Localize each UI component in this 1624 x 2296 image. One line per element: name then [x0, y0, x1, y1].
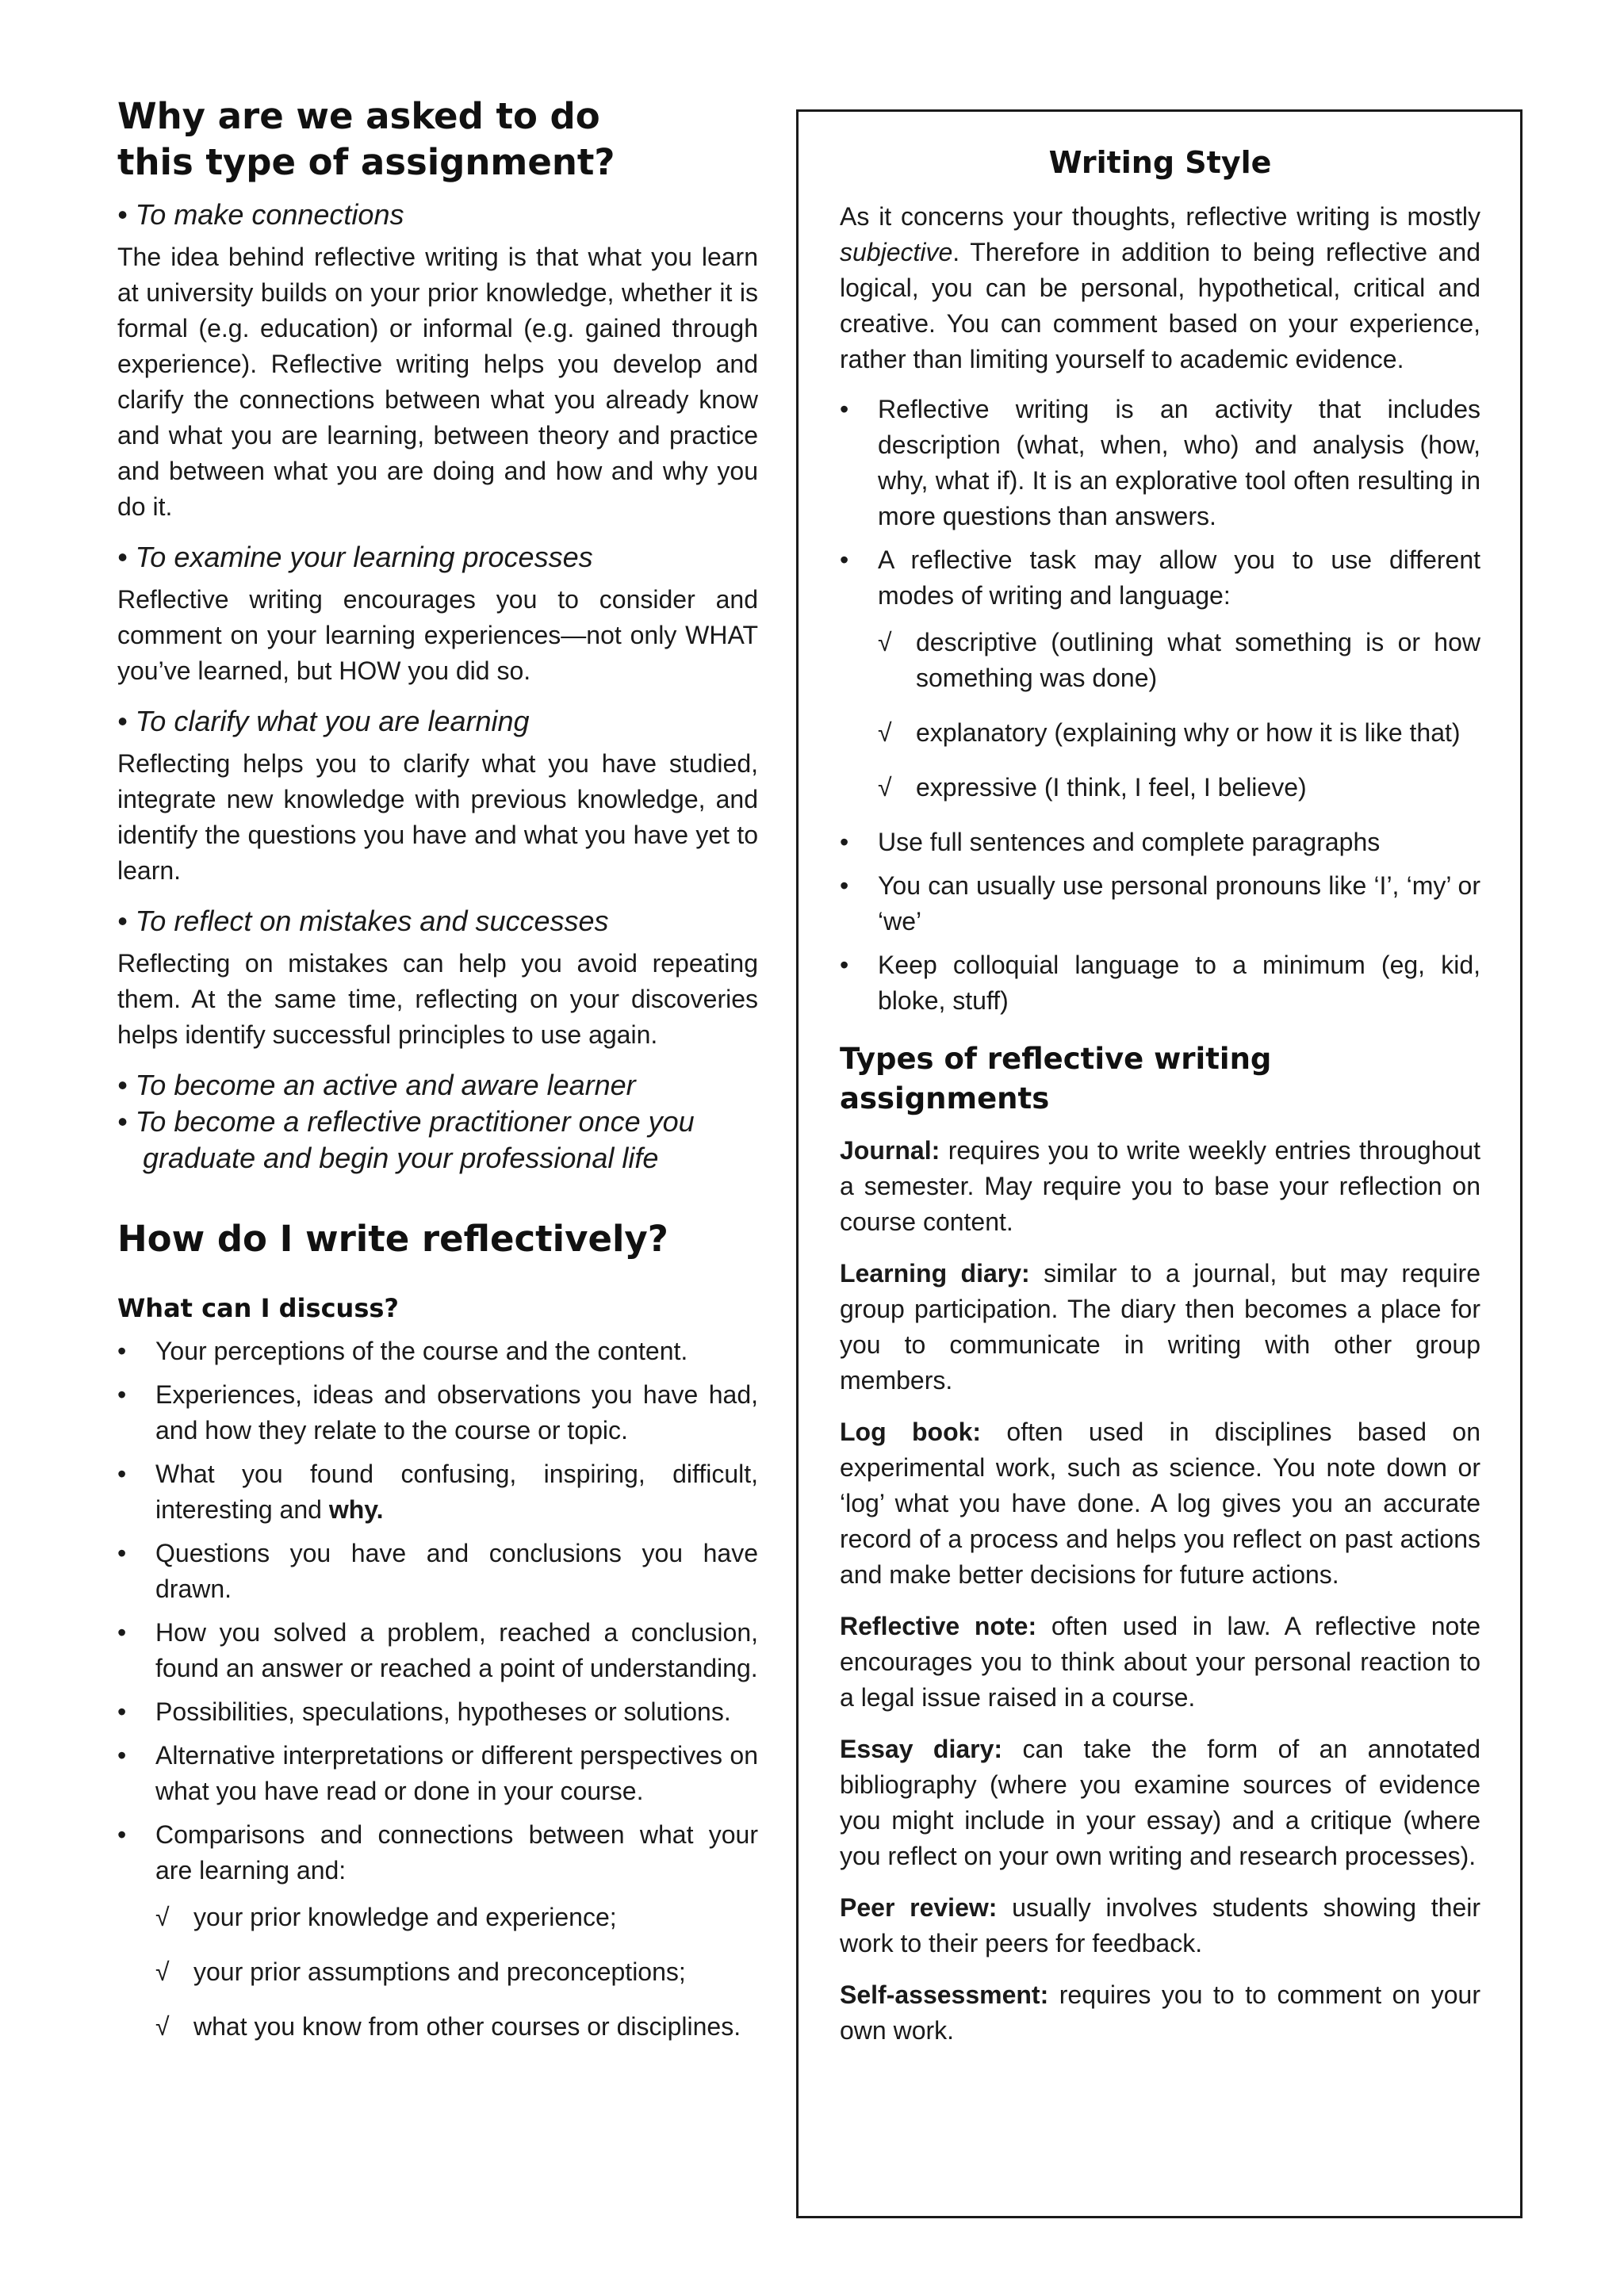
reason-make-connections [117, 197, 758, 525]
heading-what-discuss: What can I discuss? [117, 1293, 399, 1323]
bullet-glyph: • [840, 871, 849, 900]
type-term: Learning diary: [840, 1259, 1030, 1288]
check-glyph: √ [878, 628, 892, 656]
type-desc: usually involves students showing their work to their peers for feedback. [840, 1893, 1481, 1957]
intro-text-2: . Therefore in addition to being reflective and logical, you can be personal, hypothetical, critical and creative. You can comment based on your experience, rather than limiting yourself to academic evidence. [840, 238, 1480, 373]
bullet-glyph: • [117, 1337, 127, 1365]
style-item-text: Reflective writing is an activity that includes description (what, when, who) and analysis (how, why, what if). It is an explorative tool often resulting in more questions than answers. [878, 395, 1480, 530]
type-term: Essay diary: [840, 1735, 1003, 1763]
list-item [155, 1954, 758, 1990]
subhead-make-connections: • To make connections [117, 198, 404, 231]
discuss-item-text: Possibilities, speculations, hypotheses or solutions. [155, 1697, 731, 1726]
list-item [840, 825, 1480, 860]
comparison-item-text: what you know from other courses or disciplines. [193, 2012, 741, 2041]
list-item [878, 715, 1480, 751]
bullet-glyph: • [840, 951, 849, 979]
heading-types-assignments: Types of reflective writing assignments [840, 1042, 1272, 1115]
bullet-glyph: • [117, 1380, 127, 1409]
list-item [117, 1536, 758, 1607]
list-item [117, 1615, 758, 1686]
type-term: Self-assessment: [840, 1980, 1049, 2009]
heading-how-write: How do I write reflectively? [117, 1218, 668, 1260]
list-item [117, 1817, 758, 2045]
heading-why-line1: Why are we asked to do [117, 95, 600, 137]
bullet-glyph: • [840, 545, 849, 574]
bullet-glyph: • [117, 1539, 127, 1567]
intro-text-1: As it concerns your thoughts, reflective writing is mostly [840, 202, 1480, 231]
list-item [840, 392, 1480, 534]
list-item [840, 542, 1480, 806]
list-item [117, 1738, 758, 1809]
type-term: Peer review: [840, 1893, 998, 1922]
bullet-glyph: • [117, 1820, 127, 1849]
type-desc: requires you to write weekly entries throughout a semester. May require you to base your reflection on course content. [840, 1136, 1480, 1236]
list-item [878, 770, 1480, 806]
style-item-text: Keep colloquial language to a minimum (eg, kid, bloke, stuff) [878, 951, 1480, 1015]
comparison-item-text: your prior knowledge and experience; [193, 1903, 617, 1931]
para-examine-processes: Reflective writing encourages you to consider and comment on your learning experiences—not only WHAT you’ve learned, but HOW you did so. [117, 585, 758, 685]
discuss-item-text: Your perceptions of the course and the content. [155, 1337, 688, 1365]
type-essay-diary [840, 1732, 1480, 1874]
list-item [155, 1900, 758, 1935]
subhead-clarify-learning: • To clarify what you are learning [117, 705, 530, 737]
type-desc: can take the form of an annotated bibliography (where you examine sources of evidence you might include in your essay) and a critique (where you reflect on your own writing and research processes). [840, 1735, 1480, 1870]
discuss-item-text: Alternative interpretations or different perspectives on what you have read or done in your course. [155, 1741, 758, 1805]
list-item [878, 625, 1480, 696]
type-term: Reflective note: [840, 1612, 1037, 1640]
para-mistakes-successes: Reflecting on mistakes can help you avoid repeating them. At the same time, reflecting on your discoveries helps identify successful principles to use again. [117, 949, 758, 1049]
writing-style-box-content [840, 144, 1480, 2064]
type-term: Log book: [840, 1418, 982, 1446]
discuss-item-text: Experiences, ideas and observations you have had, and how they relate to the course or topic. [155, 1380, 758, 1445]
modes-list [878, 625, 1480, 806]
check-glyph: √ [878, 773, 892, 802]
list-item [840, 947, 1480, 1019]
check-glyph: √ [155, 1957, 170, 1986]
bullet-glyph: • [840, 828, 849, 856]
discuss-item-text: Comparisons and connections between what your are learning and: [155, 1820, 758, 1885]
reason-examine-processes [117, 539, 758, 689]
list-item [117, 1694, 758, 1730]
list-item [840, 868, 1480, 939]
check-glyph: √ [155, 2012, 170, 2041]
mode-item-text: expressive (I think, I feel, I believe) [916, 773, 1307, 802]
style-item-text: Use full sentences and complete paragraphs [878, 828, 1381, 856]
list-item [117, 1334, 758, 1369]
subhead-mistakes-successes: • To reflect on mistakes and successes [117, 905, 609, 937]
mode-item-text: descriptive (outlining what something is or how something was done) [916, 628, 1480, 692]
type-self-assessment [840, 1977, 1480, 2049]
style-item-text: A reflective task may allow you to use different modes of writing and language: [878, 545, 1480, 610]
bullet-glyph: • [117, 1741, 127, 1770]
check-glyph: √ [878, 718, 892, 747]
discuss-list [117, 1334, 758, 2045]
type-reflective-note [840, 1609, 1480, 1716]
type-log-book [840, 1414, 1480, 1593]
check-glyph: √ [155, 1903, 170, 1931]
mode-item-text: explanatory (explaining why or how it is like that) [916, 718, 1461, 747]
comparison-item-text: your prior assumptions and preconceptions; [193, 1957, 686, 1986]
list-item [117, 1377, 758, 1448]
bullet-glyph: • [117, 1697, 127, 1726]
para-clarify-learning: Reflecting helps you to clarify what you have studied, integrate new knowledge with previous knowledge, and identify the questions you have and what you have yet to learn. [117, 749, 758, 885]
subhead-examine-processes: • To examine your learning processes [117, 541, 593, 573]
para-writing-style-intro [840, 199, 1480, 377]
subhead-active-learner: • To become an active and aware learner [117, 1069, 636, 1101]
list-item [155, 2009, 758, 2045]
style-item-text: You can usually use personal pronouns like ‘I’, ‘my’ or ‘we’ [878, 871, 1480, 936]
intro-italic: subjective [840, 238, 953, 266]
reason-clarify-learning [117, 703, 758, 889]
type-desc: often used in disciplines based on experimental work, such as science. You note down or ‘log’ what you have done. A log gives you an accurate record of a process and helps you reflect on past actions and make better decisions for future actions. [840, 1418, 1481, 1589]
writing-style-box [796, 109, 1522, 2218]
type-desc: similar to a journal, but may require group participation. The diary then becomes a place for you to communicate in writing with other group members. [840, 1259, 1481, 1395]
type-term: Journal: [840, 1136, 940, 1165]
left-column [117, 94, 758, 2064]
bullet-glyph: • [117, 1618, 127, 1647]
bullet-glyph: • [840, 395, 849, 423]
type-peer-review [840, 1890, 1480, 1961]
discuss-item-text: How you solved a problem, reached a conclusion, found an answer or reached a point of understanding. [155, 1618, 758, 1682]
discuss-item-bold: why. [328, 1495, 384, 1524]
discuss-item-text: Questions you have and conclusions you have drawn. [155, 1539, 758, 1603]
list-item [117, 1456, 758, 1528]
type-desc: requires you to to comment on your own work. [840, 1980, 1480, 2045]
style-list [840, 392, 1480, 1019]
subhead-reflective-practitioner-cont: graduate and begin your professional life [143, 1142, 659, 1174]
subhead-reflective-practitioner: • To become a reflective practitioner once you [117, 1105, 695, 1138]
heading-why-line2: this type of assignment? [117, 141, 615, 183]
comparison-list [155, 1900, 758, 2045]
reason-mistakes-successes [117, 903, 758, 1053]
type-desc: often used in law. A reflective note encourages you to think about your personal reaction to a legal issue raised in a course. [840, 1612, 1481, 1712]
heading-writing-style: Writing Style [1048, 145, 1272, 180]
type-learning-diary [840, 1256, 1480, 1399]
type-journal [840, 1133, 1480, 1240]
discuss-item-text: What you found confusing, inspiring, difficult, interesting and [155, 1460, 758, 1524]
heading-why-assignment [117, 94, 758, 186]
bullet-glyph: • [117, 1460, 127, 1488]
para-make-connections: The idea behind reflective writing is that what you learn at university builds on your prior knowledge, whether it is formal (e.g. education) or informal (e.g. gained through experience). Reflective writing helps you develop and clarify the connections between what you already know and what you are learning, between theory and practice and between what you are doing and how and why you do it. [117, 243, 758, 521]
